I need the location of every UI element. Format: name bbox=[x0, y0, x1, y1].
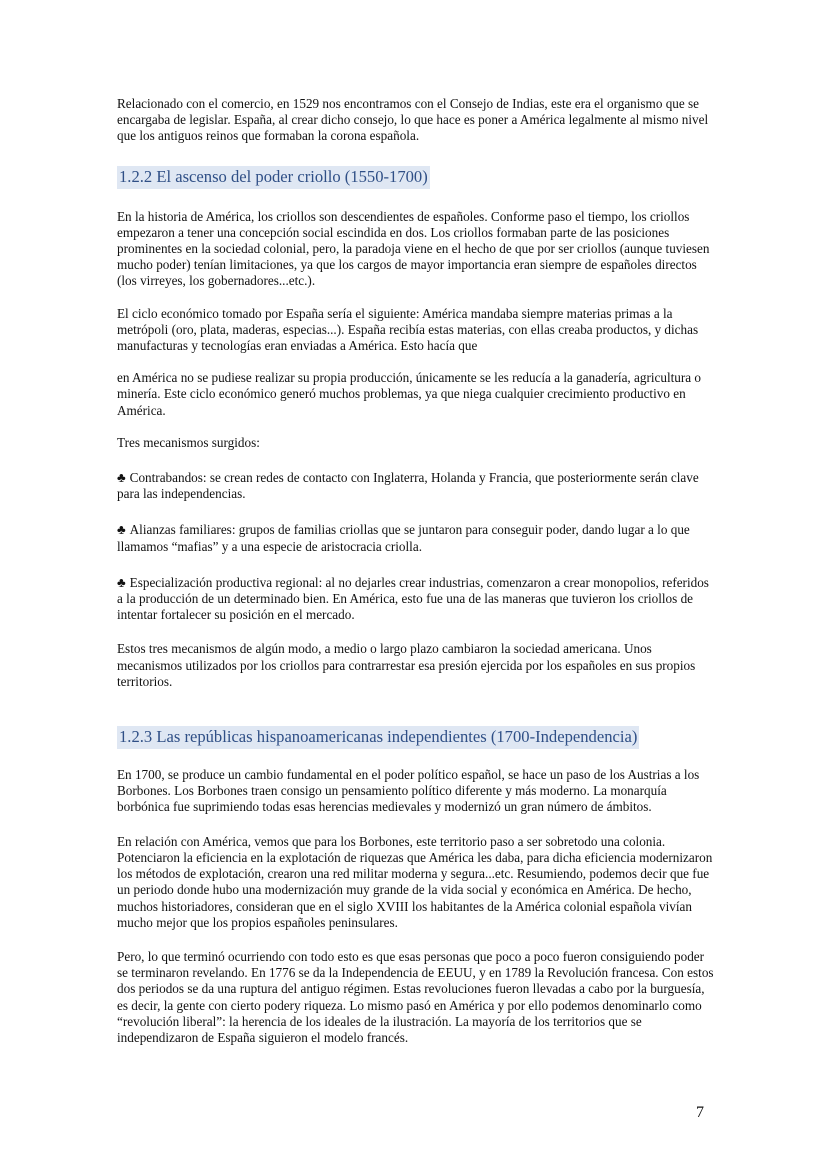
page-content bbox=[117, 96, 717, 1046]
paragraph-tres-mecanismos: Tres mecanismos surgidos: bbox=[117, 434, 260, 450]
page-number: 7 bbox=[696, 1104, 704, 1121]
bullet-alianzas-familiares bbox=[117, 522, 717, 554]
section-heading-poder-criollo: 1.2.2 El ascenso del poder criollo (1550-1700) bbox=[117, 166, 430, 189]
paragraph-conclusion-mecanismos: Estos tres mecanismos de algún modo, a medio o largo plazo cambiaron la sociedad americana. Unos mecanismos utilizados por los criollos para contrarrestar esa presión ejercida por los españoles en sus propios territorios. bbox=[117, 641, 696, 689]
bullet-text: Especialización productiva regional: al no dejarles crear industrias, comenzaron a crear monopolios, referidos a la producción de un determinado bien. En América, esto fue una de las maneras que tuvieron los criollos de intentar fortalecer su posición en el mercado. bbox=[117, 574, 709, 623]
paragraph-revoluciones: Pero, lo que terminó ocurriendo con todo esto es que esas personas que poco a poco fueron consiguiendo poder se terminaron revelando. En 1776 se da la Independencia de EEUU, y en 1789 la Revolución francesa. Con estos dos periodos se da una ruptura del antiguo régimen. Estas revoluciones fueron llevadas a cabo por la burguesía, es decir, la gente con cierto podery riqueza. Lo mismo pasó en América y por ello podemos denominarlo como “revolución liberal”: la herencia de los ideales de la ilustración. La mayoría de los territorios que se independizaron de España siguieron el modelo francés. bbox=[117, 948, 714, 1045]
paragraph-america-colonia: En relación con América, vemos que para los Borbones, este territorio paso a ser sobretodo una colonia. Potenciaron la eficiencia en la explotación de riquezas que América les daba, para dicha eficiencia modernizaron los métodos de explotación, crearon una red militar moderna y segura...etc. Resumiendo, podemos decir que fue un periodo donde hubo una modernización muy grande de la vida social y económica en América. De hecho, muchos historiadores, consideran que en el siglo XVIII los habitantes de la América colonial española vivían mucho mejor que los propios españoles peninsulares. bbox=[117, 833, 713, 930]
bullet-contrabandos bbox=[117, 470, 717, 502]
club-bullet-icon: ♣ bbox=[117, 522, 126, 538]
paragraph-ciclo-economico: El ciclo económico tomado por España sería el siguiente: América mandaba siempre materias primas a la metrópoli (oro, plata, maderas, especias...). España recibía estas materias, con ellas creaba productos, y dichas manufacturas y tecnologías eran enviadas a América. Esto hacía que bbox=[117, 305, 699, 354]
paragraph-consejo-de-indias: Relacionado con el comercio, en 1529 nos encontramos con el Consejo de Indias, este era el organismo que se encargaba de legislar. España, al crear dicho consejo, lo que hace es poner a América legalmente al mismo nivel que los antiguos reinos que formaban la corona española. bbox=[117, 96, 709, 144]
bullet-text: Alianzas familiares: grupos de familias criollas que se juntaron para conseguir poder, dando lugar a lo que llamamos “mafias” y a una especie de aristocracia criolla. bbox=[117, 522, 690, 554]
section-heading-republicas: 1.2.3 Las repúblicas hispanoamericanas independientes (1700-Independencia) bbox=[117, 726, 639, 749]
paragraph-criollos: En la historia de América, los criollos son descendientes de españoles. Conforme paso el tiempo, los criollos empezaron a tener una concepción social escindida en dos. Los criollos formaban parte de las posiciones prominentes en la sociedad colonial, pero, la paradoja viene en el hecho de que por ser criollos (aunque tuviesen mucho poder) tenían limitaciones, ya que los cargos de mayor importancia eran siempre de españoles directos (los virreyes, los gobernadores...etc.). bbox=[117, 208, 710, 289]
bullet-text: Contrabandos: se crean redes de contacto con Inglaterra, Holanda y Francia, que posteriormente serán clave para las independencias. bbox=[117, 470, 699, 502]
paragraph-produccion-america: en América no se pudiese realizar su propia producción, únicamente se les reducía a la ganadería, agricultura o minería. Este ciclo económico generó muchos problemas, ya que niega cualquier crecimiento productivo en América. bbox=[117, 370, 702, 418]
paragraph-borbones: En 1700, se produce un cambio fundamental en el poder político español, se hace un paso de los Austrias a los Borbones. Los Borbones traen consigo un pensamiento político diferente y más moderno. La monarquía borbónica fue suprimiendo todas esas herencias medievales y modernizó un gran número de ámbitos. bbox=[117, 767, 700, 815]
club-bullet-icon: ♣ bbox=[117, 574, 126, 590]
bullet-especializacion bbox=[117, 575, 717, 624]
club-bullet-icon: ♣ bbox=[117, 470, 126, 486]
